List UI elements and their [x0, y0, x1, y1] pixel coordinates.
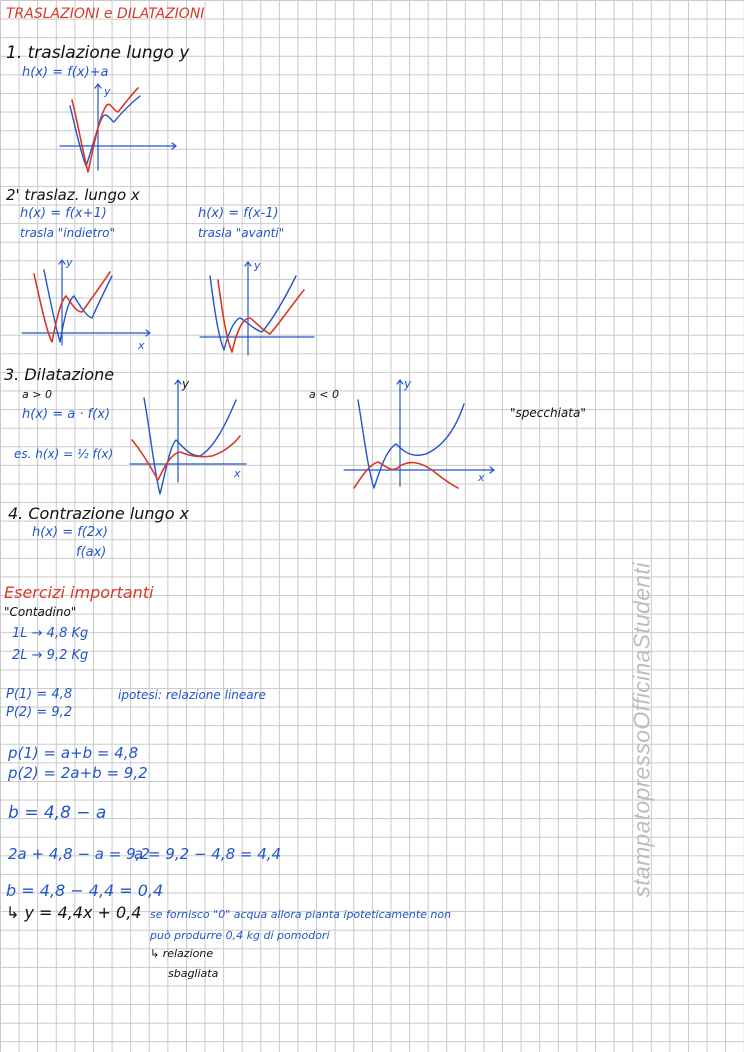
exercises-note2: può produrre 0,4 kg di pomodori	[150, 929, 330, 942]
section2-left-formula: h(x) = f(x+1)	[20, 206, 107, 221]
page-title: TRASLAZIONI e DILATAZIONI	[6, 6, 205, 22]
section2-right-label-y: y	[254, 259, 261, 272]
graph1-translated-curve	[72, 85, 138, 172]
graph3a-scaled-curve	[132, 436, 240, 480]
section2-heading: 2' traslaz. lungo x	[6, 186, 140, 204]
graph-dilation-negative	[344, 377, 494, 488]
exercises-subheading: "Contadino"	[4, 605, 77, 619]
exercises-note3: ↳ relazione	[150, 947, 214, 960]
section2-right-formula: h(x) = f(x-1)	[198, 206, 279, 221]
section4-formula1: h(x) = f(2x)	[32, 525, 108, 540]
exercises-p1: P(1) = 4,8	[6, 687, 73, 702]
exercises-note1: se fornisco "0" acqua allora pianta ipoteticamente non	[150, 908, 452, 921]
section3-mirror-note: "specchiata"	[510, 406, 586, 420]
section1-heading: 1. traslazione lungo y	[6, 43, 190, 63]
section2-right-note: trasla "avanti"	[198, 226, 285, 240]
exercises-hypothesis: ipotesi: relazione lineare	[118, 688, 266, 702]
exercises-b-val: b = 4,8 − 4,4 = 0,4	[6, 881, 164, 900]
section3-label-x: x	[234, 467, 241, 480]
exercises-p2: P(2) = 9,2	[6, 705, 73, 720]
section3-cond-pos: a > 0	[22, 388, 52, 401]
exercises-eq1: p(1) = a+b = 4,8	[8, 744, 139, 762]
graph-translation-x-back	[22, 260, 150, 345]
section1-formula: h(x) = f(x)+a	[22, 65, 109, 80]
exercises-note4: sbagliata	[168, 967, 219, 980]
section3-cond-neg: a < 0	[309, 388, 339, 401]
section2-left-note: trasla "indietro"	[20, 226, 116, 240]
section3-heading: 3. Dilatazione	[4, 365, 115, 384]
section2-left-label-y: y	[66, 256, 73, 269]
section3-label-y: y	[182, 377, 190, 391]
section4-formula2: f(ax)	[76, 545, 107, 560]
graph2b-translated-curve	[218, 280, 304, 352]
graph2a-translated-curve	[34, 272, 110, 342]
exercises-b-expr: b = 4,8 − a	[8, 803, 107, 823]
graph-translation-x-forward	[200, 259, 314, 355]
exercises-subst: 2a + 4,8 − a = 9,2	[8, 845, 150, 863]
exercises-result: ↳ y = 4,4x + 0,4	[6, 903, 142, 922]
exercises-line2: 2L → 9,2 Kg	[12, 648, 89, 663]
exercises-heading: Esercizi importanti	[4, 583, 154, 602]
section4-heading: 4. Contrazione lungo x	[8, 504, 190, 523]
section3-formula: h(x) = a · f(x)	[22, 407, 111, 422]
graph-translation-y	[60, 84, 176, 172]
section3-label-y2: y	[404, 377, 412, 391]
graph-dilation-positive	[130, 377, 246, 494]
exercises-line1: 1L → 4,8 Kg	[12, 626, 89, 641]
section2-left-label-x: x	[138, 339, 145, 352]
section3-label-x2: x	[478, 471, 485, 484]
graph3b-mirrored-curve	[354, 462, 458, 488]
section1-graph-label-y: y	[104, 85, 111, 98]
exercises-eq2: p(2) = 2a+b = 9,2	[8, 764, 148, 782]
exercises-a-val: a = 9,2 − 4,8 = 4,4	[134, 845, 282, 863]
watermark: stampatopressoOfficinaStudenti	[628, 562, 655, 898]
graph3b-original-curve	[358, 400, 464, 488]
section3-example: es. h(x) = ½ f(x)	[14, 447, 114, 461]
